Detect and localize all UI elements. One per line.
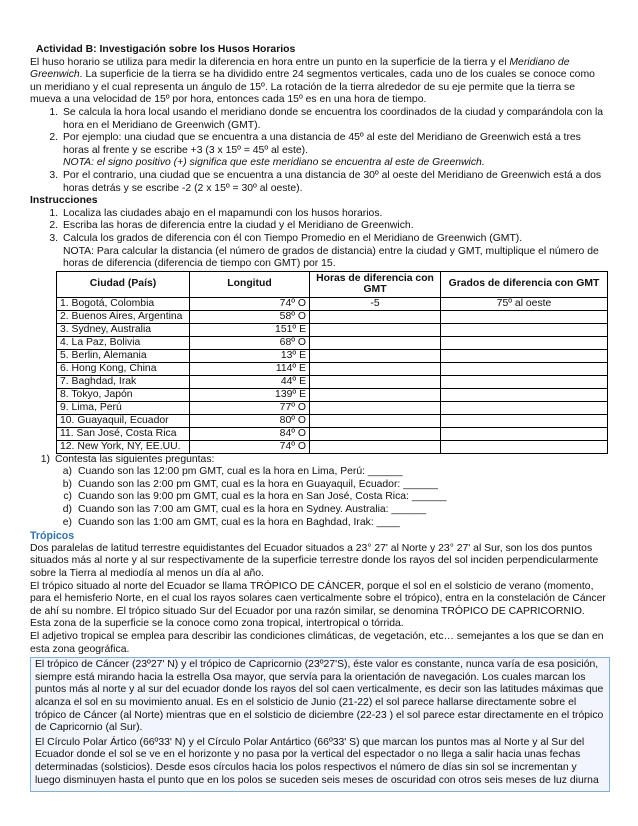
cell-degrees[interactable] [441, 414, 608, 427]
cell-hours[interactable]: -5 [310, 297, 441, 310]
cell-city: 11. San José, Costa Rica [57, 427, 190, 440]
table-row [57, 336, 608, 349]
cell-city: 4. La Paz, Bolivia [57, 336, 190, 349]
cell-hours[interactable] [310, 310, 441, 323]
step-number: 3. [49, 169, 58, 181]
instructions-heading: Instrucciones [30, 195, 98, 207]
cell-degrees[interactable] [441, 362, 608, 375]
cell-longitude: 68º O [190, 336, 310, 349]
questions-list [30, 454, 608, 467]
question-text: Cuando son las 9:00 pm GMT, cual es la hora en San José, Costa Rica: ______ [78, 491, 447, 503]
cell-degrees[interactable] [441, 336, 608, 349]
step-text: Por ejemplo: una ciudad que se encuentra a una distancia de 45º al este del Meridiano de Greenwich está a tres horas al frente y se escribe +3 (3 x 15º = 45º al este). [63, 132, 581, 156]
header-hours-diff: Horas de diferencia con GMT [310, 271, 441, 297]
questions-number: 1) [40, 453, 50, 465]
table-row [57, 388, 608, 401]
cell-degrees[interactable] [441, 427, 608, 440]
cell-degrees[interactable] [441, 401, 608, 414]
cell-longitude: 77º O [190, 401, 310, 414]
table-row [57, 297, 608, 310]
step-body [63, 132, 608, 170]
steps-list [30, 107, 608, 195]
tropics-paragraph: El adjetivo tropical se emplea para describir las condiciones climáticas, de vegetación, etc… semejantes a los que se dan en esta zona geográfica. [30, 631, 604, 655]
intro-paragraph [30, 57, 608, 107]
cell-city: 5. Berlin, Alemania [57, 349, 190, 362]
instruction-item [30, 220, 608, 233]
cell-hours[interactable] [310, 388, 441, 401]
table-row [57, 362, 608, 375]
question-item [30, 466, 608, 479]
document-page [30, 44, 608, 792]
question-item [30, 504, 608, 517]
instruction-body [63, 233, 608, 271]
tropics-paragraph: Dos paralelas de latitud terrestre equidistantes del Ecuador situados a 23° 27' al Norte y 23° 27' al Sur, son los dos puntos situados más al norte y al sur respectivamente de la superficie terrestre donde los rayos del sol inciden perpendicularmente sobre la Tierra al mediodía al menos un día al año. [30, 542, 599, 580]
header-longitude: Longitud [190, 271, 310, 297]
header-degrees-diff: Grados de diferencia con GMT [441, 271, 608, 297]
question-letter: e) [62, 516, 72, 528]
question-text: Cuando son las 1:00 am GMT, cual es la hora en Baghdad, Irak: ____ [78, 516, 400, 528]
cell-degrees[interactable]: 75º al oeste [441, 297, 608, 310]
cell-city: 2. Buenos Aires, Argentina [57, 310, 190, 323]
question-letter: a) [62, 466, 72, 478]
cell-city: 12. New York, NY, EE.UU. [57, 440, 190, 453]
question-text: Cuando son las 2:00 pm GMT, cual es la hora en Guayaquil, Ecuador: ______ [78, 478, 438, 490]
cell-longitude: 84º O [190, 427, 310, 440]
instructions-list [30, 208, 608, 271]
cell-longitude: 44º E [190, 375, 310, 388]
cell-hours[interactable] [310, 323, 441, 336]
cell-city: 6. Hong Kong, China [57, 362, 190, 375]
header-city: Ciudad (País) [57, 271, 190, 297]
question-item [30, 517, 608, 530]
cell-hours[interactable] [310, 440, 441, 453]
cell-degrees[interactable] [441, 440, 608, 453]
cell-city: 10. Guayaquil, Ecuador [57, 414, 190, 427]
activity-title: Actividad B: Investigación sobre los Husos Horarios [36, 44, 296, 55]
step-number: 1. [49, 106, 58, 118]
step-number: 2. [49, 132, 58, 144]
table-row [57, 310, 608, 323]
table-row [57, 375, 608, 388]
step-text: Se calcula la hora local usando el meridiano donde se encuentra los coordinados de la ciudad y comparándola con la hora en el Meridiano de Greenwich (GMT). [63, 106, 604, 131]
instruction-number: 1. [49, 207, 58, 219]
step-item [30, 170, 608, 195]
question-text: Cuando son las 7:00 am GMT, cual es la hora en Sydney. Australia: ______ [78, 504, 427, 516]
cell-hours[interactable] [310, 362, 441, 375]
cell-longitude: 74º O [190, 297, 310, 310]
cell-degrees[interactable] [441, 388, 608, 401]
step-note: NOTA: el signo positivo (+) significa que este meridiano se encuentra al este de Greenwich. [63, 157, 485, 169]
tropics-paragraph: Esta zona de la superficie se la conoce como zona tropical, intertropical o tórrida. [30, 618, 404, 630]
cell-longitude: 114º E [190, 362, 310, 375]
step-item [30, 132, 608, 170]
step-text: Por el contrario, una ciudad que se encuentra a una distancia de 30º al oeste del Meridiano de Greenwich está a dos horas detrás y se escribe -2 (2 x 15º = 30º al oeste). [63, 169, 602, 194]
cell-degrees[interactable] [441, 323, 608, 336]
questions-intro-item [30, 454, 608, 467]
question-letter: b) [62, 478, 72, 490]
cell-degrees[interactable] [441, 310, 608, 323]
table-row [57, 414, 608, 427]
cell-hours[interactable] [310, 375, 441, 388]
cell-city: 3. Sydney, Australia [57, 323, 190, 336]
cell-longitude: 151º E [190, 323, 310, 336]
instruction-number: 3. [49, 232, 58, 244]
intro-text-2: . La superficie de la tierra se ha dividido entre 24 segmentos verticales, cada uno de los cuales se conoce como un meridiano y el cual representa un ángulo de 15º. La rotación de la tierra alrededor de su eje permite que la tierra se mueva a una velocidad de 15º por hora, entonces cada 15º es en una hora de tiempo. [30, 69, 595, 106]
question-item [30, 491, 608, 504]
tropics-info-box [30, 657, 610, 792]
instruction-text: Localiza las ciudades abajo en el mapamundi con los husos horarios. [63, 207, 383, 219]
box-paragraph: El trópico de Cáncer (23º27' N) y el trópico de Capricornio (23º27'S), éste valor es constante, nunca varía de esa posición, siempre está mirando hacia la estrella Osa mayor, que servía para la orientación de navegación. Los cuales marcan los puntos más al norte y al sur del ecuador donde los rayos del sol caen verticalmente, es decir son las latitudes máximas que alcanza el sol en su movimiento anual. Es en el solsticio de Junio (21-22) el sol parece hallarse directamente sobre el trópico de Cáncer (al Norte) mientras que en el solsticio de diciembre (22-23 ) el sol parece estar directamente en el trópico de Capricornio (al Sur). [35, 659, 604, 734]
cell-city: 7. Baghdad, Irak [57, 375, 190, 388]
cell-hours[interactable] [310, 401, 441, 414]
instruction-item [30, 208, 608, 221]
table-row [57, 323, 608, 336]
cell-degrees[interactable] [441, 349, 608, 362]
question-items [30, 466, 608, 529]
instruction-text: Calcula los grados de diferencia con él con Tiempo Promedio en el Meridiano de Greenwich (GMT). [63, 232, 523, 244]
instruction-note: NOTA: Para calcular la distancia (el número de grados de distancia) entre la ciudad y GMT, multiplique el número de horas de diferencia (diferencia de tiempo con GMT) por 15. [63, 245, 599, 270]
cell-longitude: 139º E [190, 388, 310, 401]
cell-city: 9. Lima, Perú [57, 401, 190, 414]
question-text: Cuando son las 12:00 pm GMT, cual es la hora en Lima, Perú: ______ [78, 466, 403, 478]
question-item [30, 479, 608, 492]
table-row [57, 349, 608, 362]
intro-italic: Meridiano de Greenwich [30, 56, 570, 81]
step-item [30, 107, 608, 132]
cell-longitude: 58º O [190, 310, 310, 323]
questions-intro: Contesta las siguientes preguntas: [55, 453, 215, 465]
table-row [57, 401, 608, 414]
cell-city: 8. Tokyo, Japón [57, 388, 190, 401]
cell-hours[interactable] [310, 414, 441, 427]
tropics-heading: Trópicos [30, 530, 75, 543]
instruction-text: Escriba las horas de diferencia entre la ciudad y el Meridiano de Greenwich. [63, 220, 414, 232]
cell-longitude: 13º E [190, 349, 310, 362]
instruction-number: 2. [49, 220, 58, 232]
cell-degrees[interactable] [441, 375, 608, 388]
cell-longitude: 74º O [190, 440, 310, 453]
table-row [57, 440, 608, 453]
cell-longitude: 80º O [190, 414, 310, 427]
question-letter: d) [62, 504, 72, 516]
box-paragraph: El Círculo Polar Ártico (66º33' N) y el Círculo Polar Antártico (66º33' S) que marcan los puntos mas al Norte y al Sur del Ecuador donde el sol se ve en el horizonte y no pasa por la vertical del espectador o no llega a salir hacia unas fechas determinadas (solsticios). Desde esos círculos hacia los polos respectivos el número de días sin sol se incrementan y luego disminuyen hasta el punto que en los polos se suceden seis meses de oscuridad con otros seis meses de luz diurna [35, 736, 599, 786]
table-body [57, 297, 608, 453]
table-row [57, 427, 608, 440]
cell-hours[interactable] [310, 427, 441, 440]
question-letter: c) [63, 491, 72, 503]
cell-hours[interactable] [310, 349, 441, 362]
cell-hours[interactable] [310, 336, 441, 349]
instruction-item [30, 233, 608, 271]
tropics-paragraph: El trópico situado al norte del Ecuador se llama TRÓPICO DE CÁNCER, porque el sol en el solsticio de verano (momento, para el hemisferio Norte, en el cual los rayos solares caen verticalmente sobre el trópico), entra en la constelación de Cáncer de ahí su nombre. El trópico situado Sur del Ecuador por una razón similar, se denomina TRÓPICO DE CAPRICORNIO. [30, 580, 606, 617]
time-zone-table [56, 271, 608, 454]
intro-text-1: El huso horario se utiliza para medir la diferencia en hora entre un punto en la superficie de la tierra y el [30, 56, 510, 68]
table-header-row [57, 271, 608, 297]
cell-city: 1. Bogotá, Colombia [57, 297, 190, 310]
